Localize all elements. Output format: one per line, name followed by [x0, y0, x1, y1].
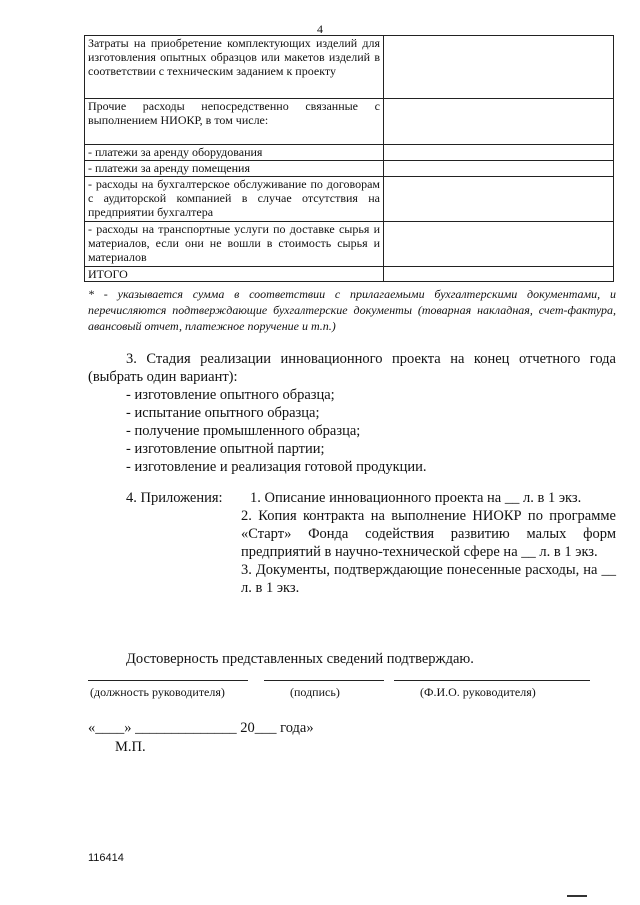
row-value — [384, 145, 614, 161]
section-4 — [126, 489, 616, 596]
stage-options-list — [88, 386, 616, 476]
table-row — [85, 267, 614, 282]
table-row — [85, 99, 614, 145]
position-caption: (должность руководителя) — [90, 685, 225, 699]
table-row — [85, 222, 614, 267]
row-value — [384, 161, 614, 177]
row-value — [384, 177, 614, 222]
date-line: «____» ______________ 20___ года» — [88, 720, 314, 736]
row-value — [384, 99, 614, 145]
row-value — [384, 36, 614, 99]
row-label: - расходы на транспортные услуги по доставке сырья и материалов, если они не вошли в стоимость сырья и материалов — [85, 222, 384, 267]
stamp-place: М.П. — [115, 739, 146, 755]
name-caption: (Ф.И.О. руководителя) — [420, 685, 536, 699]
row-value — [384, 222, 614, 267]
table-row — [85, 177, 614, 222]
position-line — [88, 680, 248, 681]
row-label: - платежи за аренду оборудования — [85, 145, 384, 161]
row-label: Затраты на приобретение комплектующих изделий для изготовления опытных образцов или макетов изделий в соответствии с техническим заданием к проекту — [85, 36, 384, 99]
total-value — [384, 267, 614, 282]
attachment-item: 3. Документы, подтверждающие понесенные расходы, на __ л. в 1 экз. — [241, 562, 616, 596]
list-item: - изготовление опытной партии; — [126, 441, 325, 457]
scan-mark — [567, 895, 587, 897]
list-item: - испытание опытного образца; — [126, 405, 320, 421]
signature-caption: (подпись) — [290, 685, 340, 699]
section-3 — [88, 350, 616, 476]
section-4-label: 4. Приложения: — [126, 490, 223, 506]
list-item: - изготовление и реализация готовой продукции. — [126, 459, 427, 475]
confirmation-text: Достоверность представленных сведений подтверждаю. — [126, 651, 474, 667]
table-row — [85, 36, 614, 99]
table-row — [85, 161, 614, 177]
attachment-item: 1. Описание инновационного проекта на __ л. в 1 экз. — [250, 490, 582, 506]
name-line — [394, 680, 590, 681]
row-label: Прочие расходы непосредственно связанные с выполнением НИОКР, в том числе: — [85, 99, 384, 145]
footnote: * - указывается сумма в соответствии с прилагаемыми бухгалтерскими документами, и перечисляются подтверждающие бухгалтерские документы (товарная накладная, счет-фактура, авансовый отчет, платежное поручение и т.п.) — [88, 287, 616, 333]
attachment-item: 2. Копия контракта на выполнение НИОКР по программе «Старт» Фонда содействия развитию малых форм предприятий в научно-технической сфере на __ л. в 1 экз. — [241, 508, 616, 560]
section-3-heading: 3. Стадия реализации инновационного проекта на конец отчетного года (выбрать один вариант): — [88, 351, 616, 385]
total-label: ИТОГО — [85, 267, 384, 282]
list-item: - изготовление опытного образца; — [126, 387, 335, 403]
expenses-table — [84, 35, 614, 282]
table-row — [85, 145, 614, 161]
document-code: 116414 — [88, 852, 124, 864]
page-number: 4 — [317, 22, 323, 36]
row-label: - платежи за аренду помещения — [85, 161, 384, 177]
list-item: - получение промышленного образца; — [126, 423, 361, 439]
row-label: - расходы на бухгалтерское обслуживание по договорам с аудиторской компанией в случае отсутствия на предприятии бухгалтера — [85, 177, 384, 222]
attachments-list — [241, 507, 616, 597]
signature-line — [264, 680, 384, 681]
